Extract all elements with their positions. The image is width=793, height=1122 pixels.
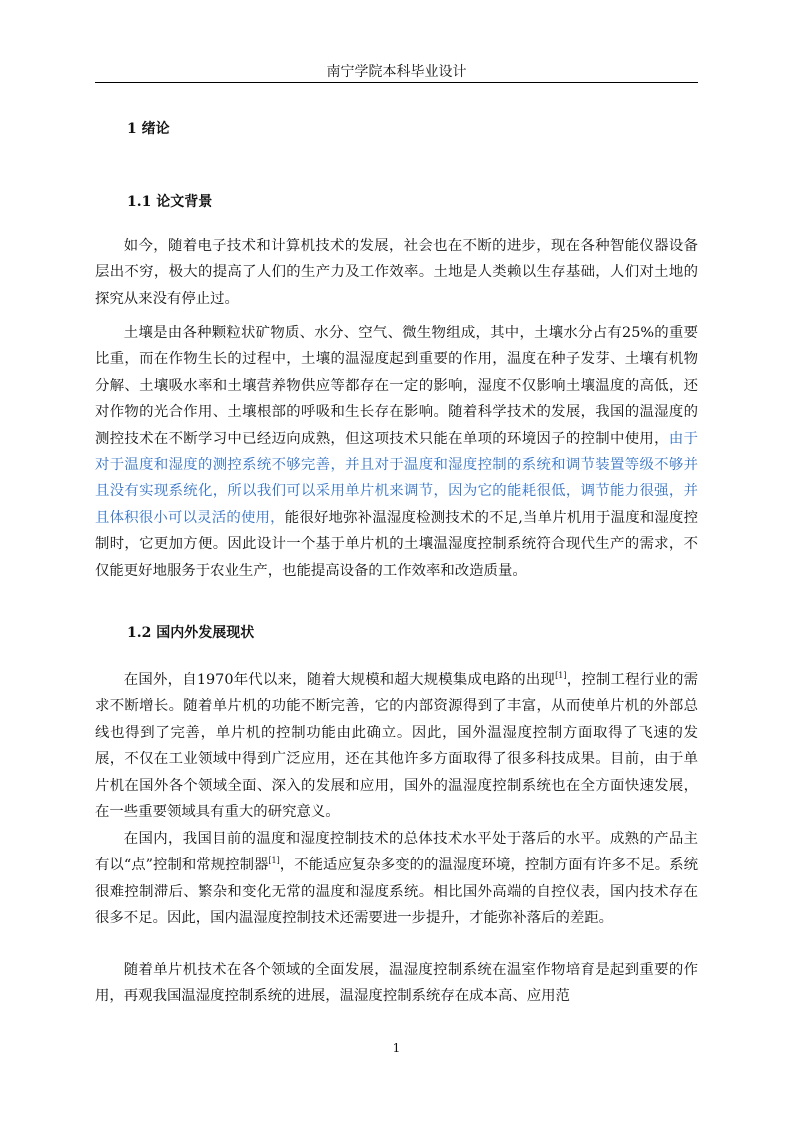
- soil-text-end: 能很好地弥补温湿度检测技术的不足,当单片机用于温度和湿度控制时，它更加方便。因此设计一个基于单片机的土壤温湿度控制系统符合现代生产的需求，不仅能更好地服务于农业生产，也能提高设备的工作效率和改造质量。: [95, 509, 698, 579]
- citation-ref: [1]: [555, 671, 567, 680]
- paragraph-domestic: [95, 826, 698, 932]
- abroad-text-end: ，控制工程行业的需求不断增长。随着单片机的功能不断完善，它的内部资源得到了丰富，从而使单片机的外部总线也得到了完善，单片机的控制功能由此确立。因此，国外温湿度控制方面取得了飞速的发展，不仅在工业领域中得到广泛应用，还在其他许多方面取得了很多科技成果。目前，由于单片机在国外各个领域全面、深入的发展和应用，国外的温湿度控制系统也在全方面快速发展，在一些重要领域具有重大的研究意义。: [95, 672, 698, 821]
- chapter-title: 1 绪论: [127, 121, 170, 137]
- domestic-text-end: ，不能适应复杂多变的的温湿度环境，控制方面有许多不足。系统很难控制滞后、繁杂和变化无常的温度和湿度系统。相比国外高端的自控仪表，国内技术存在很多不足。因此，国内温湿度控制技术还需要进一步提升，才能弥补落后的差距。: [95, 857, 698, 927]
- page-header: 南宁学院本科毕业设计: [326, 64, 467, 80]
- paragraph-abroad: [95, 667, 698, 825]
- section-title-background: 1.1 论文背景: [127, 194, 213, 210]
- soil-text-start: 土壤是由各种颗粒状矿物质、水分、空气、微生物组成，其中，土壤水分占有25%的重要比重，而在作物生长的过程中，土壤的温湿度起到重要的作用，温度在种子发芽、土壤有机物分解、土壤吸水率和土壤营养物供应等都存在一定的影响，湿度不仅影响土壤温度的高低，还对作物的光合作用、土壤根部的呼吸和生长存在影响。随着科学技术的发展，我国的温湿度的测控技术在不断学习中已经迈向成熟，但这项技术只能在单项的环境因子的控制中使用，: [95, 325, 698, 447]
- section-title-status: 1.2 国内外发展现状: [127, 625, 255, 641]
- page-number: 1: [392, 1041, 401, 1055]
- header-rule: [95, 82, 698, 83]
- paragraph-development: 随着单片机技术在各个领域的全面发展，温湿度控制系统在温室作物培育是起到重要的作用，再观我国温湿度控制系统的进展，温湿度控制系统存在成本高、应用范: [95, 962, 698, 1005]
- paragraph-background-intro: 如今，随着电子技术和计算机技术的发展，社会也在不断的进步，现在各种智能仪器设备层出不穷，极大的提高了人们的生产力及工作效率。土地是人类赖以生存基础，人们对土地的探究从来没有停止过。: [95, 238, 698, 307]
- paragraph-soil: [95, 320, 698, 584]
- highlighted-text: 由于对于温度和湿度的测控系统不够完善，并且对于温度和湿度控制的系统和调节装置等级不够并且没有实现系统化，所以我们可以采用单片机来调节，因为它的能耗很低，调节能力很强，并且体积很小可以灵活的使用，: [95, 430, 698, 526]
- abroad-text-start: 在国外，自1970年代以来，随着大规模和超大规模集成电路的出现: [123, 672, 556, 688]
- citation-ref: [1]: [268, 856, 280, 866]
- domestic-text-start: 在国内，我国目前的温度和湿度控制技术的总体技术水平处于落后的水平。成熟的产品主有以“点”控制和常规控制器: [95, 831, 698, 874]
